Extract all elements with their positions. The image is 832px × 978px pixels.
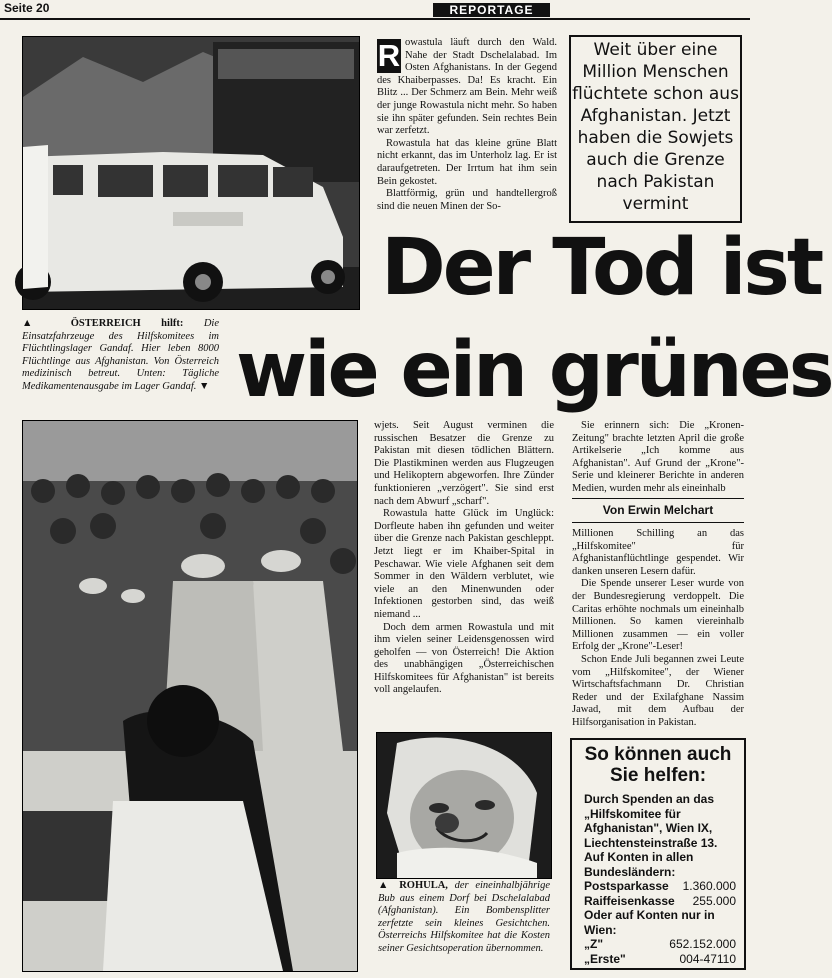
paragraph: Schon Ende Juli begannen zwei Leute vom „Hilfskomitee", der Wiener Wirtschaftsfachmann Dr. Christian Reder und der Exilafghane Nassim Jawad, mit dem Aufbau der Hilfsorganisation in Pakistan.	[572, 653, 744, 728]
account-number: 255.000	[692, 893, 736, 908]
child-photo-icon	[377, 733, 551, 878]
caption-lead: ROHULA,	[399, 880, 448, 891]
van-photo-caption	[22, 318, 219, 394]
byline: Von Erwin Melchart	[602, 503, 714, 517]
help-box	[570, 738, 746, 970]
crowd-photo-icon	[23, 421, 357, 971]
article-col3-top	[572, 420, 744, 496]
paragraph: owastula läuft durch den Wald. Nahe der Stadt Dschelalabad. Im Osten Afghanistans. In der Gegend des Khaiberpasses. Da! Es kracht. Ein Blitz ... Der Schmerz am Bein. Mehr weiß der junge Rowastula nicht mehr. So haben sie ihn später gefunden. Sein rechtes Bein war zerfetzt.	[377, 37, 557, 137]
help-vienna-intro: Oder auf Konten nur in Wien:	[584, 908, 715, 937]
child-photo	[376, 732, 552, 879]
child-photo-caption	[378, 880, 550, 956]
caption-text: der eineinhalbjährige Bub aus einem Dorf bei Dschelalabad (Afghanistan). Ein Bombensplitter zerfetzte sein kleines Gesichtchen. Österreichs Hilfskomitee hat die Kosten seiner Gesichtsoperation übernommen.	[378, 880, 551, 954]
account-row	[580, 894, 736, 909]
section-label: REPORTAGE	[433, 3, 550, 17]
account-row	[580, 879, 736, 894]
caption-text: Die Einsatzfahrzeuge des Hilfskomitees im Flüchtlingslager Gandaf. Hier leben 8000 Flüchtlinge aus Afghanistan. Von Österreich medizinisch betreut. Unten: Tägliche Medikamentenausgabe im Lager Gandaf.	[22, 318, 219, 392]
article-col2	[374, 420, 554, 697]
account-bank: „Erste"	[584, 951, 626, 966]
paragraph: Doch dem armen Rowastula und mit ihm vielen seiner Leidensgenossen wird geholfen — von Österreich! Die Aktion des unabhängigen „Österreichischen Hilfskomitees für Afghanistan" ist bereits voll angelaufen.	[374, 621, 554, 696]
van-photo-icon	[23, 37, 359, 309]
van-photo	[22, 36, 360, 310]
byline-rule-top	[572, 498, 744, 499]
paragraph: Rowastula hat das kleine grüne Blatt nicht erkannt, das im Unterholz lag. Er ist daraufgetreten. Der Irrtum hat ihm sein Bein gekostet.	[377, 137, 557, 187]
paragraph: Die Spende unserer Leser wurde von der Bundesregierung verdoppelt. Die Caritas erhöhte nochmals um eineinhalb Millionen. So kamen viereinhalb Millionen zusammen — ein voller Erfolg der „Krone"-Leser!	[572, 578, 744, 653]
help-intro: Durch Spenden an das „Hilfskomitee für Afghanistan", Wien IX, Liechtensteinstraße 13.	[584, 792, 718, 850]
paragraph: wjets. Seit August verminen die russischen Besatzer die Grenze zu Pakistan mit diesen tödlichen Blättern. Die Plastikminen werden aus Flugzeugen und Helikoptern abgeworfen. Ihre Zünder funktionieren „verzögert". Sie sind erst nach dem Abwurf „scharf".	[374, 420, 554, 507]
account-number: 652.152.000	[669, 937, 736, 951]
account-row	[580, 937, 736, 952]
account-bank: Postsparkasse	[584, 879, 669, 893]
page-number: Seite 20	[4, 1, 50, 15]
account-row	[580, 952, 736, 967]
account-bank: „Z"	[584, 937, 604, 951]
deck-box: Weit über eine Million Menschen flüchtete schon aus Afghanistan. Jetzt haben die Sowjets auch die Grenze nach Pakistan vermint	[569, 35, 742, 223]
account-number: 1.360.000	[682, 879, 736, 893]
article-col1-top	[377, 37, 557, 213]
caption-marker: ▲	[22, 318, 51, 329]
account-number: 004-47110	[679, 951, 736, 966]
paragraph: Rowastula hatte Glück im Unglück: Dorfleute haben ihn gefunden und weiter über die Grenze nach Pakistan geschleppt. Jetzt liegt er im Khaiber-Spital in Peschawar. Wie viele Afghanen seit dem Sommer in den Wäldern verblutet, wie viele an den Minenwunden oder Infektionen gestorben sind, das weiß niemand ...	[374, 508, 554, 620]
paragraph: Blattförmig, grün und handtellergroß sind die neuen Minen der So-	[377, 188, 557, 212]
headline-line2: wie ein grünes	[236, 326, 832, 415]
caption-lead: ÖSTERREICH hilft:	[70, 318, 184, 329]
article-col3-bottom	[572, 528, 744, 730]
paragraph: Millionen Schilling an das „Hilfskomitee" für Afghanistanflüchtlinge gespendet. Wir danken unseren Lesern dafür.	[572, 528, 744, 577]
caption-marker: ▲	[378, 880, 393, 891]
help-title: So können auch Sie helfen:	[584, 744, 732, 786]
paragraph: Sie erinnern sich: Die „Kronen-Zeitung" brachte letzten April die große Artikelserie „Ich komme aus Afghanistan". Auf Grund der „Krone"-Serie und kleinerer Berichte in anderen Medien, wurden mehr als eineinhalb	[572, 420, 744, 494]
header-rule	[0, 18, 750, 20]
headline-line1: Der Tod ist	[381, 223, 822, 313]
caption-end-marker: ▼	[199, 380, 210, 392]
help-accounts-intro: Auf Konten in allen Bundesländern:	[584, 850, 694, 879]
account-bank: Raiffeisenkasse	[584, 893, 675, 908]
crowd-photo	[22, 420, 358, 972]
byline-rule-bottom	[572, 522, 744, 523]
dropcap: R	[377, 38, 401, 73]
